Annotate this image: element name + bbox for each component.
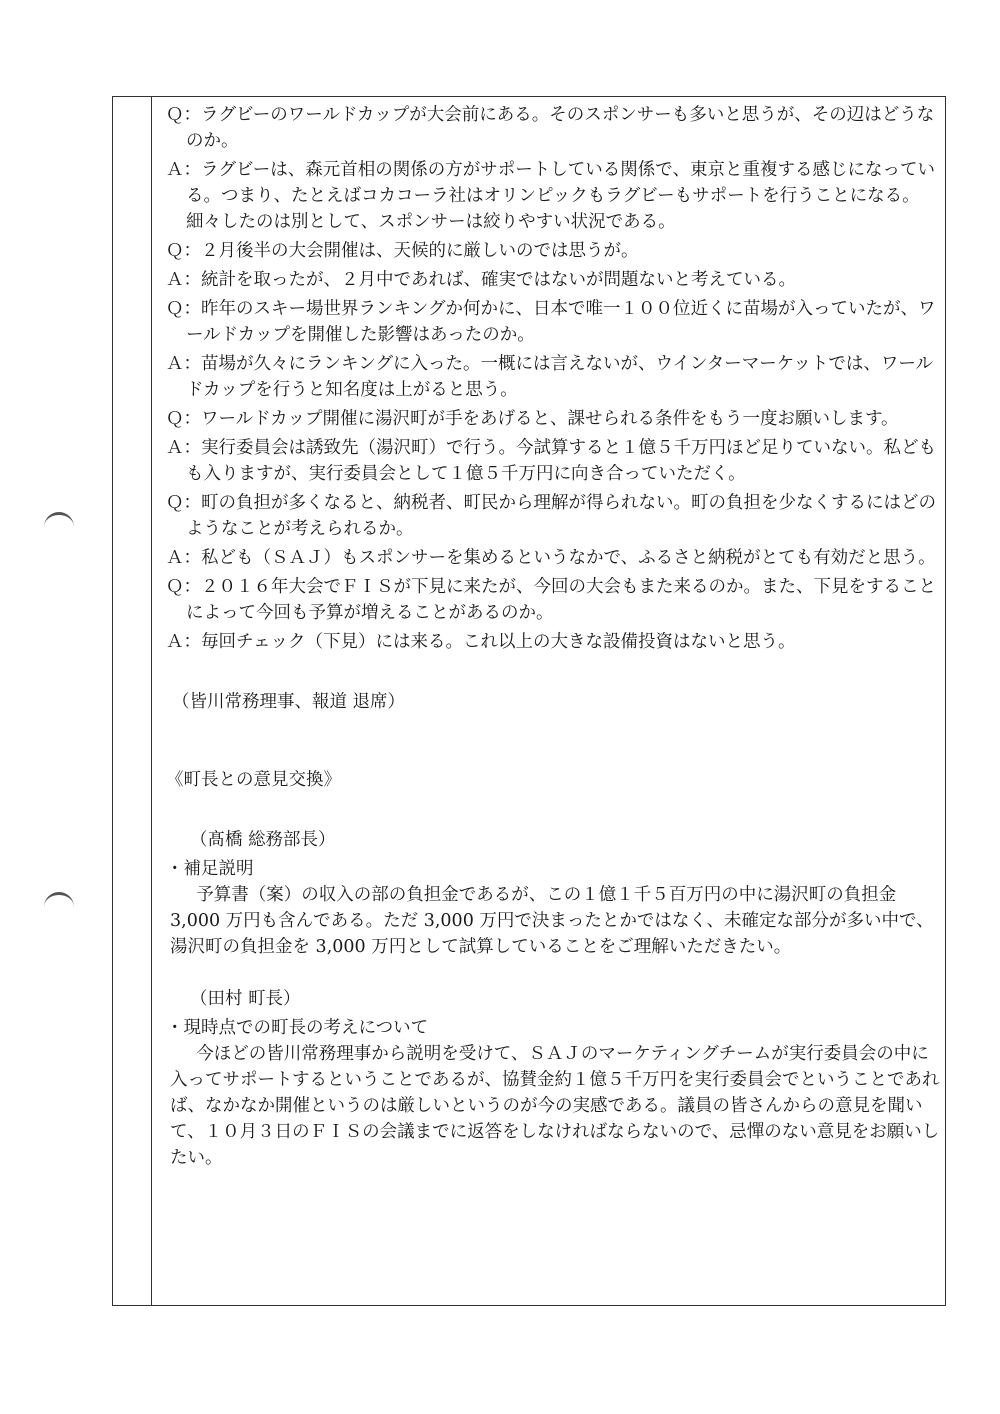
bullet-heading: ・補足説明 (166, 859, 254, 879)
speaker-name: （田村 町長） (190, 989, 301, 1009)
section-title: 《町長との意見交換》 (166, 770, 341, 790)
bullet-heading: ・現時点での町長の考えについて (166, 1018, 429, 1038)
qa-item: Ａ：毎回チェック（下見）には来る。これ以上の大きな設備投資はないと思う。 (166, 632, 796, 652)
document-body (166, 102, 942, 1171)
speaker-statement: 予算書（案）の収入の部の負担金であるが、この１億１千５百万円の中に湯沢町の負担金 3,000 万円も含んである。ただ 3,000 万円で決まったとかではなく、未確定な部分が多い中で、湯沢町の負担金を 3,000 万円として試算していることをご理解いただきたい。 (170, 885, 934, 957)
qa-item: Ｑ：２月後半の大会開催は、天候的に厳しいのでは思うが。 (166, 241, 639, 261)
qa-item: Ｑ：ワールドカップ開催に湯沢町が手をあげると、課せられる条件をもう一度お願いします。 (166, 409, 899, 429)
punch-hole-mark (44, 892, 74, 909)
qa-item: Ｑ：昨年のスキー場世界ランキングか何かに、日本で唯一１００位近くに苗場が入っていたが、ワールドカップを開催した影響はあったのか。 (166, 299, 936, 345)
speaker-statement: 今ほどの皆川常務理事から説明を受けて、ＳＡＪのマーケティングチームが実行委員会の中に入ってサポートするということであるが、協賛金約１億５千万円を実行委員会でということであれば、なかなか開催というのは厳しいというのが今の実感である。議員の皆さんからの意見を聞いて、１０月３日のＦＩＳの会議までに返答をしなければならないので、忌憚のない意見をお願いしたい。 (170, 1044, 940, 1168)
qa-item: Ａ：ラグビーは、森元首相の関係の方がサポートしている関係で、東京と重複する感じになっている。つまり、たとえばコカコーラ社はオリンピックもラグビーもサポートを行うことになる。細々したのは別として、スポンサーは絞りやすい状況である。 (166, 160, 935, 232)
qa-item: Ｑ：２０１６年大会でＦＩＳが下見に来たが、今回の大会もまた来るのか。また、下見をすることによって今回も予算が増えることがあるのか。 (166, 577, 936, 623)
qa-item: Ａ：統計を取ったが、２月中であれば、確実ではないが問題ないと考えている。 (166, 270, 796, 290)
margin-divider (151, 96, 152, 1306)
punch-hole-mark (44, 512, 74, 529)
speaker-name: （髙橋 総務部長） (190, 830, 336, 850)
qa-item: Ａ：苗場が久々にランキングに入った。一概には言えないが、ウインターマーケットでは、ワールドカップを行うと知名度は上がると思う。 (166, 354, 934, 400)
exit-note: （皆川常務理事、報道 退席） (172, 692, 406, 712)
qa-item: Ｑ：ラグビーのワールドカップが大会前にある。そのスポンサーも多いと思うが、その辺はどうなのか。 (166, 105, 935, 151)
qa-item: Ａ：実行委員会は誘致先（湯沢町）で行う。今試算すると１億５千万円ほど足りていない。私どもも入りますが、実行委員会として１億５千万円に向き合っていただく。 (166, 438, 936, 484)
qa-item: Ｑ：町の負担が多くなると、納税者、町民から理解が得られない。町の負担を少なくするにはどのようなことが考えられるか。 (166, 493, 936, 539)
qa-item: Ａ：私ども（ＳＡＪ）もスポンサーを集めるというなかで、ふるさと納税がとても有効だと思う。 (166, 548, 936, 568)
